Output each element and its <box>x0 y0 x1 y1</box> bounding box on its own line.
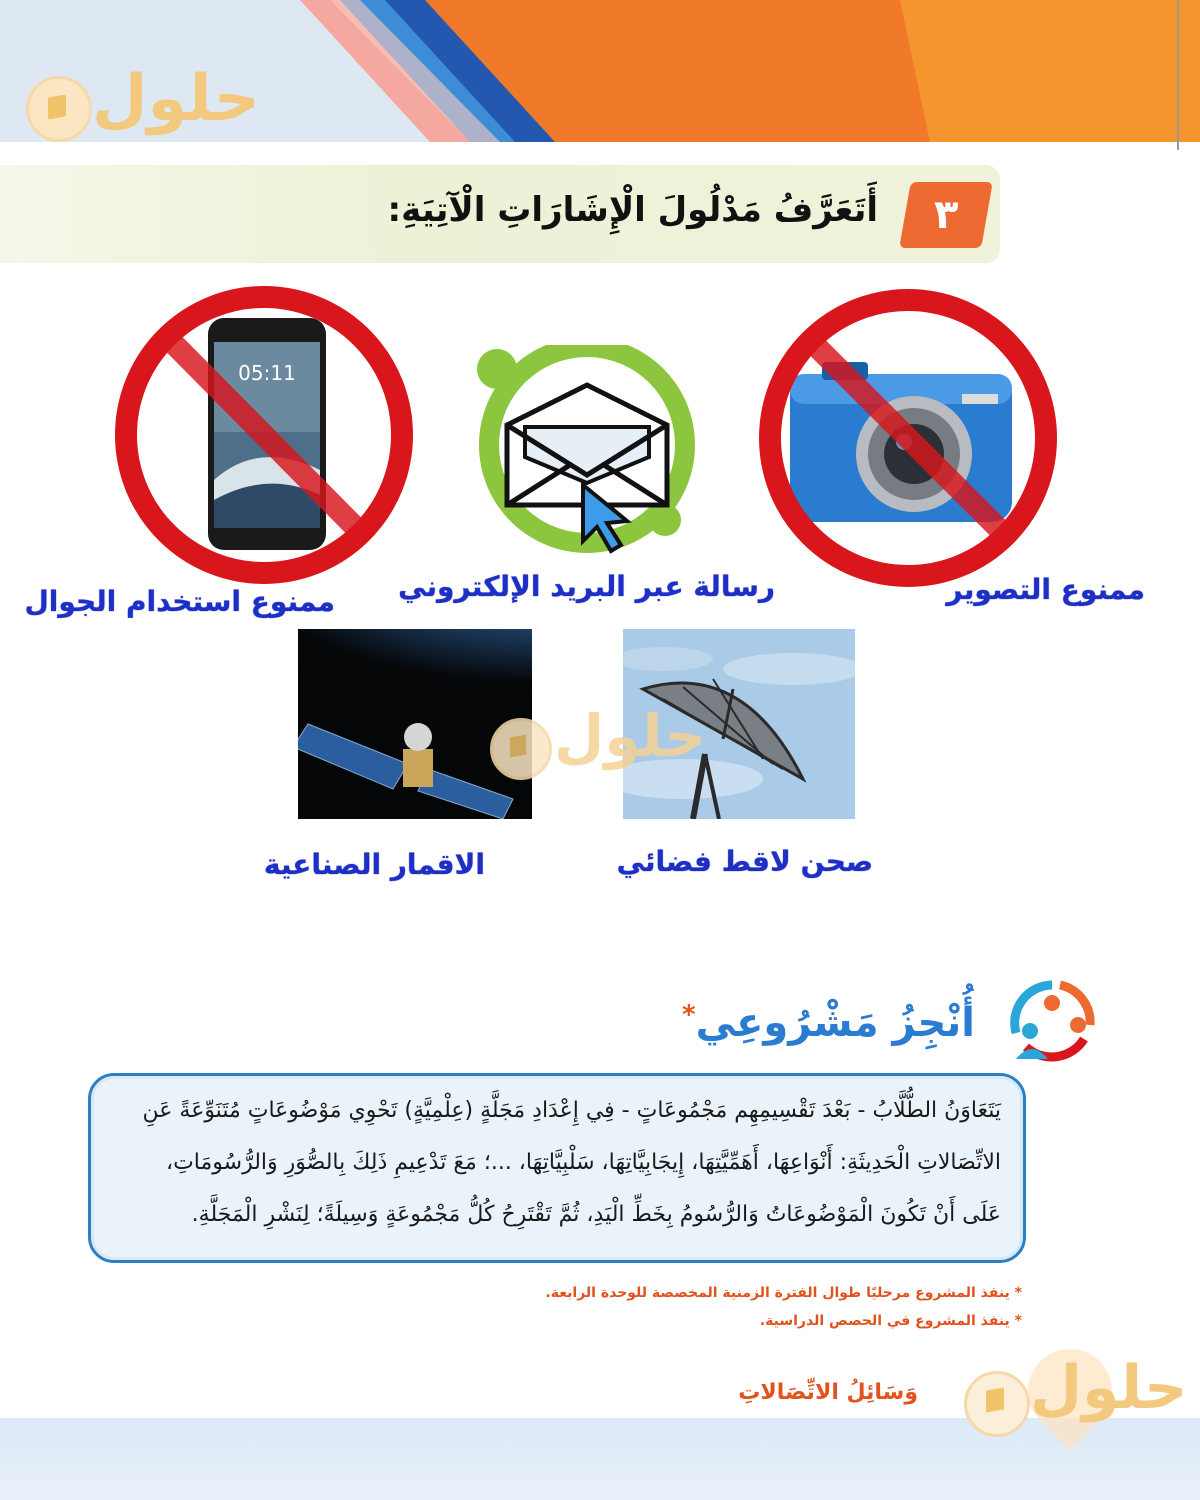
footer-unit-title: وَسَائِلُ الاتِّصَالاتِ <box>738 1380 918 1405</box>
book-icon <box>986 1387 1004 1412</box>
section-number: ٣ <box>933 192 959 238</box>
project-title <box>682 1000 975 1046</box>
email-sign <box>465 345 705 560</box>
logo-watermark <box>490 702 707 790</box>
note-2: * ينفذ المشروع في الحصص الدراسية. <box>759 1313 1022 1329</box>
label-dish: صحن لاقط فضائي <box>616 845 873 878</box>
project-title-text: أُنْجِزُ مَشْرُوعِي <box>695 1000 975 1046</box>
project-line-1: يَتَعَاوَنُ الطُّلَّابُ - بَعْدَ تَقْسِيمِهِم مَجْمُوعَاتٍ - فِي إِعْدَادِ مَجَلَّةٍ (عِلْمِيَّةٍ) تَحْوِي مَوْضُوعَاتٍ مُتَنَوِّعَةً عَنِ <box>142 1098 1001 1123</box>
logo-footer <box>960 1345 1188 1435</box>
no-phone-sign <box>108 280 420 590</box>
logo-text-watermark: حلول <box>554 702 707 770</box>
book-icon <box>510 735 526 758</box>
section-number-badge <box>899 182 993 248</box>
phone-time: 05:11 <box>238 361 296 385</box>
section-title: أَتَعَرَّفُ مَدْلُولَ الْإِشَارَاتِ الْآتِيَةِ: <box>387 190 878 230</box>
project-icon <box>998 973 1106 1069</box>
label-no-phone: ممنوع استخدام الجوال <box>24 585 335 618</box>
note-1: * ينفذ المشروع مرحليًا طوال الفترة الزمنية المخصصة للوحدة الرابعة. <box>545 1285 1022 1301</box>
label-no-camera: ممنوع التصوير <box>946 573 1145 606</box>
logo-text-top: حلول <box>92 62 260 136</box>
project-asterisk: * <box>682 1000 696 1030</box>
no-camera-sign <box>752 282 1064 594</box>
logo-text-footer: حلول <box>1030 1353 1188 1423</box>
label-email: رسالة عبر البريد الإلكتروني <box>398 570 775 603</box>
book-icon <box>48 94 66 119</box>
label-satellites: الاقمار الصناعية <box>263 848 485 881</box>
project-line-2: الاتِّصَالاتِ الْحَدِيثَةِ: أَنْوَاعِهَا، أَهَمِّيَّتِهَا، إِيجَابِيَّاتِهَا، سَلْبِيَّاتِهَا، ...؛ مَعَ تَدْعِيمِ ذَلِكَ بِالصُّوَرِ وَالرُّسُومَاتِ، <box>165 1150 1001 1175</box>
logo-top <box>26 62 260 150</box>
project-line-3: عَلَى أَنْ تَكُونَ الْمَوْضُوعَاتُ وَالرُّسُومُ بِخَطِّ الْيَدِ، ثُمَّ تَقْتَرِحُ كُلُّ مَجْمُوعَةٍ وَسِيلَةً؛ لِنَشْرِ الْمَجَلَّةِ. <box>191 1202 1001 1227</box>
project-box <box>88 1073 1026 1263</box>
